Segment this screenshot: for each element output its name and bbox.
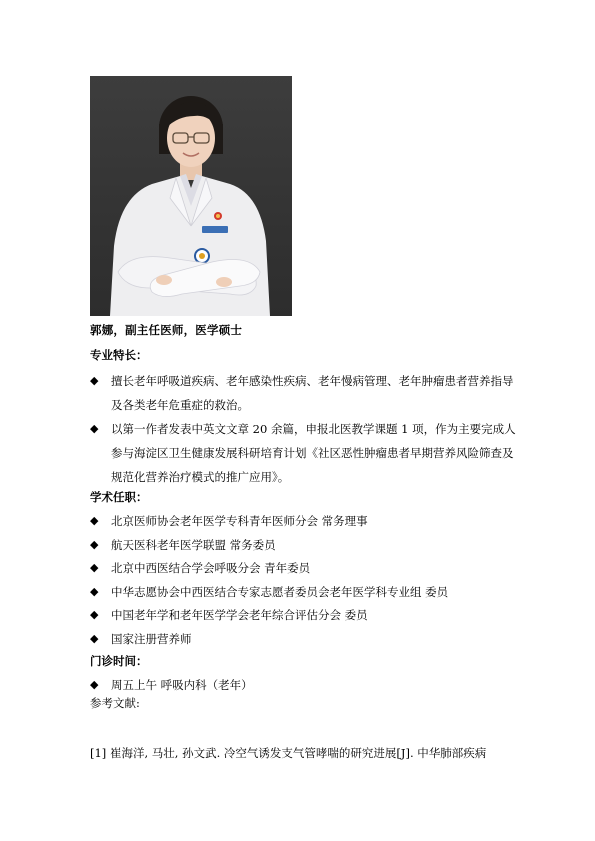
specialty-item bbox=[90, 417, 520, 489]
bullet-icon: ◆ bbox=[90, 561, 99, 574]
bullet-icon: ◆ bbox=[90, 538, 99, 551]
bullet-icon: ◆ bbox=[90, 632, 99, 645]
position-item bbox=[90, 603, 520, 627]
bullet-icon: ◆ bbox=[90, 585, 99, 598]
position-item bbox=[90, 580, 520, 604]
specialty-heading: 专业特长： bbox=[90, 348, 148, 362]
bullet-icon: ◆ bbox=[90, 514, 99, 527]
bullet-icon: ◆ bbox=[90, 374, 99, 387]
specialty-item-text: 以第一作者发表中英文文章 20 余篇，申报北医教学课题 1 项，作为主要完成人参与海淀区卫生健康发展科研培育计划《社区恶性肿瘤患者早期营养风险筛查及规范化营养治疗模式的推广应用》。 bbox=[111, 422, 516, 484]
position-item-text: 中华志愿协会中西医结合专家志愿者委员会老年医学科专业组 委员 bbox=[111, 585, 449, 599]
position-item bbox=[90, 556, 520, 580]
doctor-portrait-photo bbox=[90, 76, 292, 316]
position-item-text: 航天医科老年医学联盟 常务委员 bbox=[111, 538, 276, 552]
position-item bbox=[90, 509, 520, 533]
clinic-item bbox=[90, 673, 520, 697]
reference-item: [1] 崔海洋, 马壮, 孙文武. 冷空气诱发支气管哮喘的研究进展[J]. 中华肺部疾病 bbox=[90, 746, 487, 760]
doctor-name-title: 郭娜，副主任医师，医学硕士 bbox=[90, 323, 243, 337]
position-item bbox=[90, 627, 520, 651]
position-item-text: 国家注册营养师 bbox=[111, 632, 192, 646]
position-item-text: 北京医师协会老年医学专科青年医师分会 常务理事 bbox=[111, 514, 368, 528]
references-heading: 参考文献: bbox=[90, 696, 140, 710]
position-item-text: 北京中西医结合学会呼吸分会 青年委员 bbox=[111, 561, 311, 575]
bullet-icon: ◆ bbox=[90, 678, 99, 691]
bullet-icon: ◆ bbox=[90, 608, 99, 621]
position-item-text: 中国老年学和老年医学学会老年综合评估分会 委员 bbox=[111, 608, 368, 622]
positions-heading: 学术任职： bbox=[90, 490, 148, 504]
clinic-heading: 门诊时间： bbox=[90, 654, 148, 668]
position-item bbox=[90, 533, 520, 557]
bullet-icon: ◆ bbox=[90, 422, 99, 435]
specialty-item bbox=[90, 369, 520, 417]
clinic-item-text: 周五上午 呼吸内科（老年） bbox=[111, 678, 253, 692]
specialty-item-text: 擅长老年呼吸道疾病、老年感染性疾病、老年慢病管理、老年肿瘤患者营养指导及各类老年危重症的救治。 bbox=[111, 374, 514, 412]
